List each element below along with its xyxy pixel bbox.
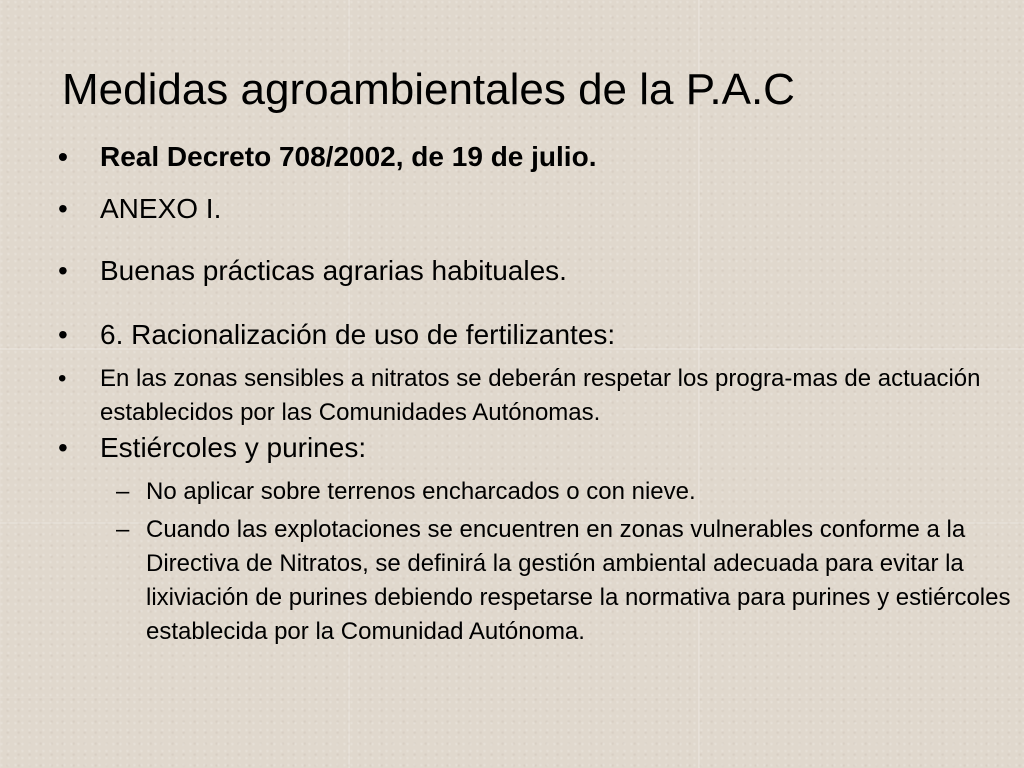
bullet-text: 6. Racionalización de uso de fertilizantes: [100,319,616,350]
bullet-text: Estiércoles y purines: [100,432,367,463]
bullet-item [56,431,1016,465]
bullet-item [56,140,1016,174]
sub-bullet-text: No aplicar sobre terrenos encharcados o con nieve. [146,478,696,505]
bullet-marker: • [58,255,68,286]
slide-title: Medidas agroambientales de la P.A.C [62,65,795,114]
sub-bullet-item [56,475,1016,509]
bullet-item [56,192,1016,226]
bullet-text: ANEXO I. [100,193,222,224]
bullet-marker: • [58,193,68,224]
dash-marker: – [116,516,130,543]
bullet-text: En las zonas sensibles a nitratos se deberán respetar los progra-mas de actuación establecidos por las Comunidades Autónomas. [100,365,981,426]
sub-bullet-text: Cuando las explotaciones se encuentren en zonas vulnerables conforme a la Directiva de Nitratos, se definirá la gestión ambiental adecuada para evitar la lixiviación de purines debiendo respetarse la normativa para purines y estiércoles establecida por la Comunidad Autónoma. [146,516,1011,645]
bullet-marker: • [58,141,68,172]
dash-marker: – [116,478,130,505]
slide-content [56,140,1016,649]
sub-bullet-item [56,513,1016,649]
bullet-marker: • [58,365,67,392]
bullet-marker: • [58,432,68,463]
bullet-marker: • [58,319,68,350]
bullet-item [56,254,1016,288]
bullet-text: Buenas prácticas agrarias habituales. [100,255,567,286]
bullet-item [56,362,1016,430]
bullet-text: Real Decreto 708/2002, de 19 de julio. [100,141,597,172]
bullet-item [56,318,1016,352]
